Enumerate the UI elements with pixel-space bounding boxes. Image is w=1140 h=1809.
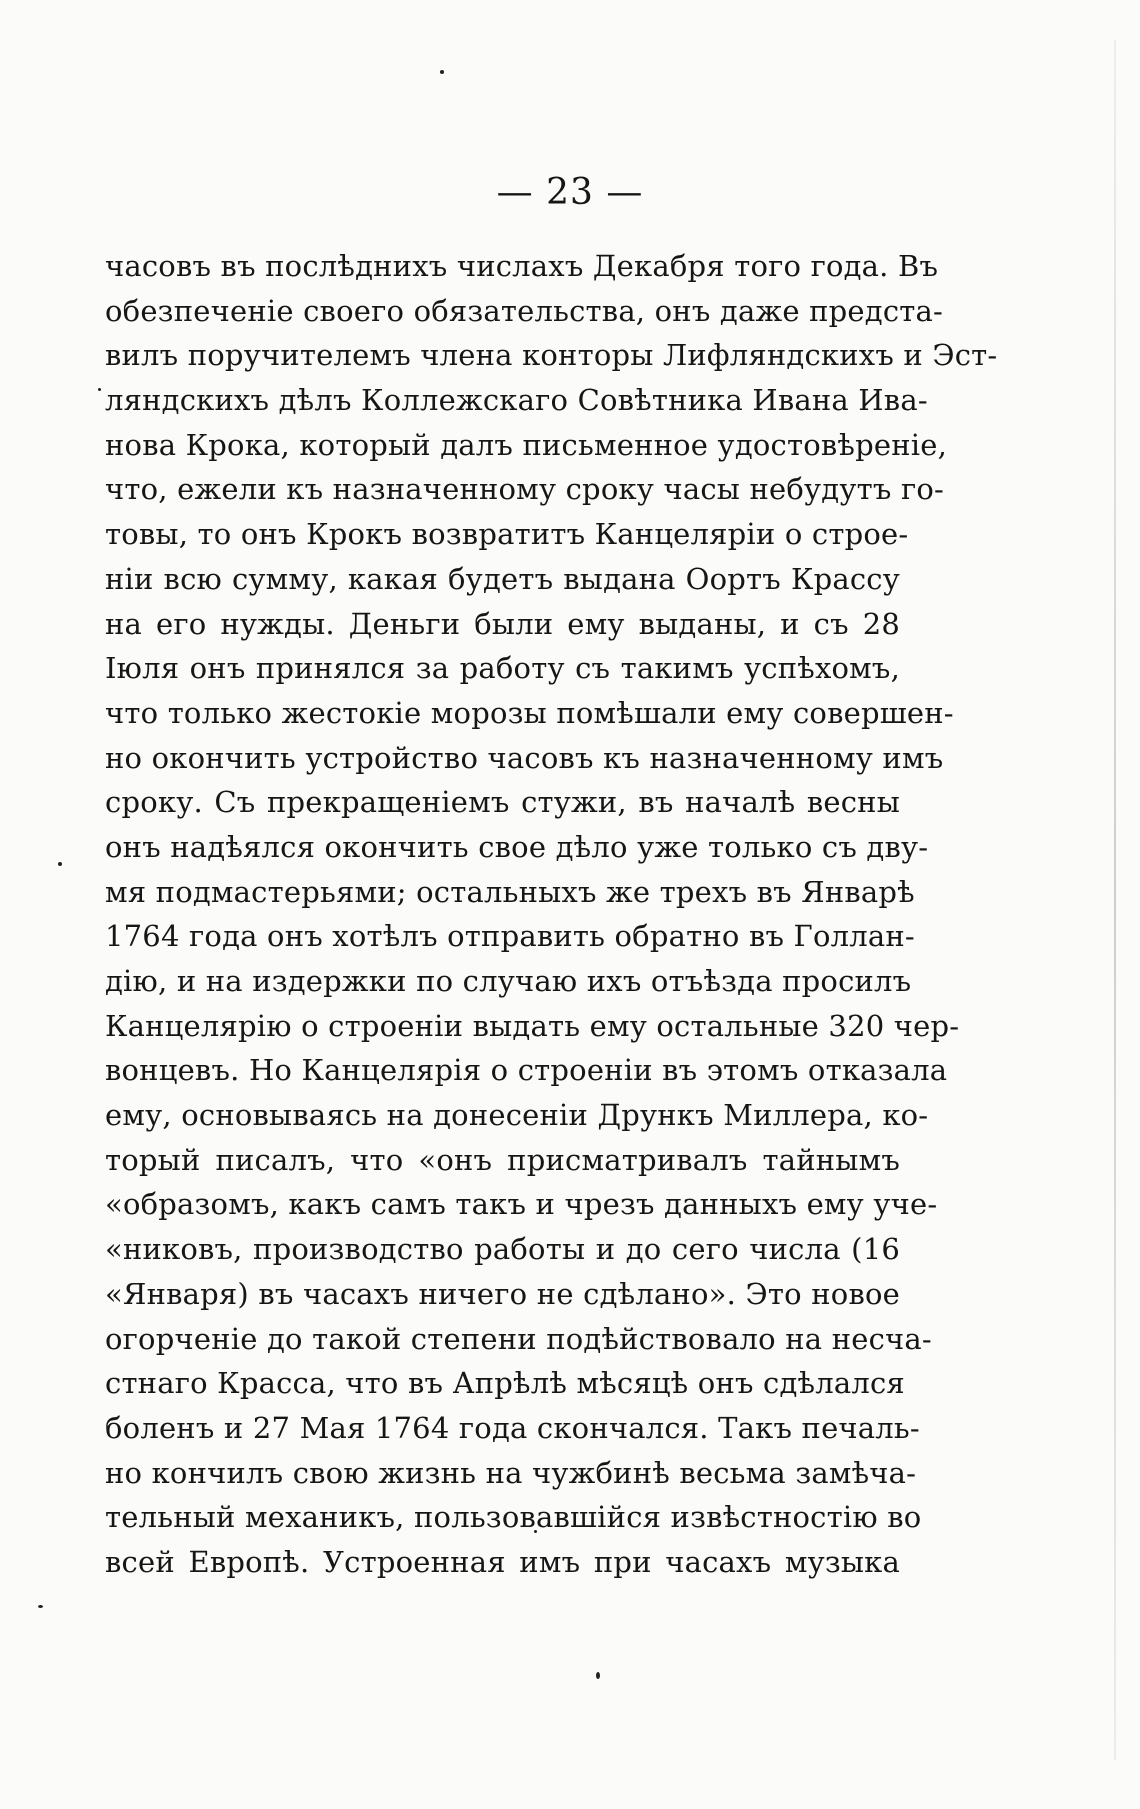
text-line: «образомъ, какъ самъ такъ и чрезъ данныхъ ему уче-: [105, 1187, 938, 1222]
text-line: дію, и на издержки по случаю ихъ отъѣзда просилъ: [105, 964, 912, 998]
scan-speck: [98, 388, 101, 391]
scan-speck: [38, 1605, 43, 1608]
text-line: ляндскихъ дѣлъ Коллежскаго Совѣтника Ивана Ива-: [105, 383, 928, 418]
text-line: на его нужды. Деньги были ему выданы, и съ 28: [105, 606, 900, 641]
text-line: «Января) въ часахъ ничего не сдѣлано». Это новое: [105, 1276, 900, 1311]
text-line: всей Европѣ. Устроенная имъ при часахъ музыка: [105, 1544, 900, 1579]
text-line: стнаго Красса, что въ Апрѣлѣ мѣсяцѣ онъ сдѣлался: [105, 1366, 905, 1401]
text-line: 1764 года онъ хотѣлъ отправить обратно въ Голлан-: [105, 919, 915, 954]
page-edge-shadow: [1114, 40, 1116, 1760]
text-line: тельный механикъ, пользовавшійся извѣстностію во: [105, 1500, 922, 1535]
text-line: торый писалъ, что «онъ присматривалъ тайнымъ: [105, 1142, 900, 1177]
page-number: — 23 —: [496, 172, 644, 213]
text-line: Іюля онъ принялся за работу съ такимъ успѣхомъ,: [105, 651, 900, 686]
scan-speck: [596, 1672, 600, 1679]
body-text: [105, 244, 998, 1585]
text-line: что, ежели къ назначенному сроку часы небудутъ го-: [105, 472, 944, 507]
text-line: вилъ поручителемъ члена конторы Лифляндскихъ и Эст-: [105, 338, 998, 373]
text-line: часовъ въ послѣднихъ числахъ Декабря того года. Въ: [105, 249, 939, 283]
text-line: что только жестокіе морозы помѣшали ему совершен-: [105, 695, 954, 730]
text-line: ему, основываясь на донесеніи Дрункъ Миллера, ко-: [105, 1098, 929, 1133]
text-line: товы, то онъ Крокъ возвратитъ Канцеляріи о строе-: [105, 517, 909, 552]
text-line: нова Крока, который далъ письменное удостовѣреніе,: [105, 427, 948, 462]
text-line: но окончить устройство часовъ къ назначенному имъ: [105, 740, 944, 775]
text-line: «никовъ, производство работы и до сего числа (16: [105, 1232, 900, 1267]
text-line: ніи всю сумму, какая будетъ выдана Оортъ Крассу: [105, 561, 900, 596]
scan-speck: [58, 862, 62, 866]
text-line: вонцевъ. Но Канцелярія о строеніи въ этомъ отказала: [105, 1053, 948, 1088]
text-line: сроку. Съ прекращеніемъ стужи, въ началѣ весны: [105, 785, 900, 820]
text-line: мя подмастерьями; остальныхъ же трехъ въ Январѣ: [105, 874, 915, 909]
text-line: огорченіе до такой степени подѣйствовало на несча-: [105, 1321, 932, 1356]
text-line: но кончилъ свою жизнь на чужбинѣ весьма замѣча-: [105, 1455, 917, 1490]
text-line: обезпеченіе своего обязательства, онъ даже предста-: [105, 293, 943, 328]
scan-speck: [440, 70, 444, 74]
text-line: онъ надѣялся окончить свое дѣло уже только съ дву-: [105, 829, 929, 864]
text-line: боленъ и 27 Мая 1764 года скончался. Такъ печаль-: [105, 1410, 920, 1445]
text-line: Канцелярію о строеніи выдать ему остальные 320 чер-: [105, 1008, 960, 1043]
